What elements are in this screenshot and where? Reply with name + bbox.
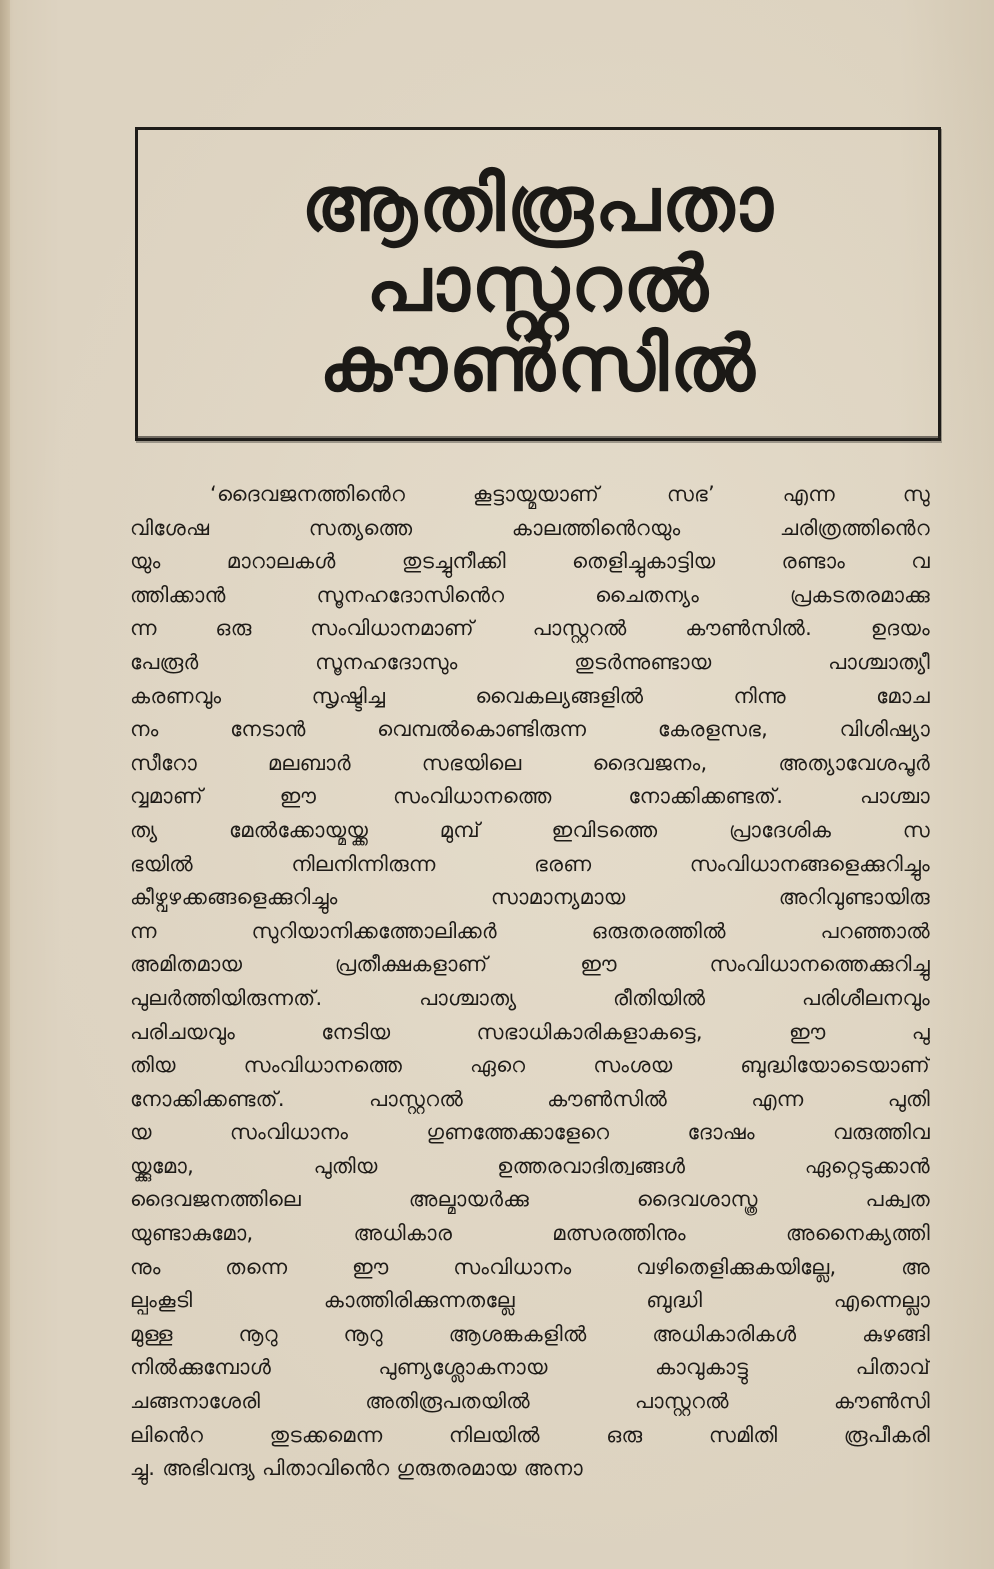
body-line: മുള്ള നൂറു നൂറു ആശങ്കകളിൽ അധികാരികൾ കുഴങ്ങി xyxy=(130,1321,930,1346)
title-line: പാസ്റ്ററൽ xyxy=(366,239,710,328)
body-line: ത്തിക്കാൻ സൂനഹദോസിൻെറ ചൈതന്യം പ്രകടതരമാക്കു xyxy=(130,582,930,607)
body-line: യും മാറാലകൾ തുടച്ചുനീക്കി തെളിച്ചുകാട്ടിയ രണ്ടാം വ xyxy=(130,549,930,574)
title-box-underline xyxy=(135,436,941,438)
body-line: പുലർത്തിയിരുന്നത്. പാശ്ചാത്യ രീതിയിൽ പരിശീലനവും xyxy=(130,985,930,1010)
article-body xyxy=(130,478,930,1486)
body-line: സീറോ മലബാർ സഭയിലെ ദൈവജനം, അത്യാവേശപൂർ xyxy=(130,750,930,775)
body-line: നും തന്നെ ഈ സംവിധാനം വഴിതെളിക്കുകയില്ലേ, അ xyxy=(130,1254,930,1279)
body-line: വ്വമാണ് ഈ സംവിധാനത്തെ നോക്കിക്കണ്ടത്. പാശ്ചാ xyxy=(130,784,930,809)
body-line: യുണ്ടാകുമോ, അധികാര മത്സരത്തിനും അനൈക്യത്തി xyxy=(130,1221,930,1246)
title-line: കൗൺസിൽ xyxy=(319,319,757,408)
body-line: നോക്കിക്കണ്ടത്. പാസ്റ്ററൽ കൗൺസിൽ എന്ന പുതി xyxy=(130,1086,930,1111)
body-line: നിൽക്കുമ്പോൾ പുണ്യശ്ലോകനായ കാവുകാട്ടു പിതാവ് xyxy=(130,1355,930,1380)
body-line: കീഴ്വഴക്കങ്ങളെക്കുറിച്ചും സാമാന്യമായ അറിവുണ്ടായിരു xyxy=(130,885,930,910)
body-line: അമിതമായ പ്രതീക്ഷകളാണ് ഈ സംവിധാനത്തെക്കുറിച്ചു xyxy=(130,952,930,977)
body-line: ച്ചു. അഭിവന്ദ്യ പിതാവിൻെറ ഗുരുതരമായ അനാ xyxy=(130,1456,583,1481)
body-line: ല്പംകൂടി കാത്തിരിക്കുന്നതല്ലേ ബുദ്ധി എന്നെല്ലാ xyxy=(130,1288,930,1313)
body-line: വിശേഷ സത്യത്തെ കാലത്തിൻെറയും ചരിത്രത്തിൻെറ xyxy=(130,515,930,540)
body-line: ദൈവജനത്തിലെ അല്മായർക്കു ദൈവശാസ്ത്ര പക്വത xyxy=(130,1187,930,1212)
body-line: യ്ക്കുമോ, പുതിയ ഉത്തരവാദിത്വങ്ങൾ ഏറ്റെടുക്കാൻ xyxy=(130,1153,930,1178)
body-line: പരിചയവും നേടിയ സഭാധികാരികളാകട്ടെ, ഈ പു xyxy=(130,1019,930,1044)
title-line: ആതിരൂപതാ xyxy=(301,159,775,248)
title-box xyxy=(135,127,941,441)
body-line: ‘ദൈവജനത്തിൻെറ കൂട്ടായ്മയാണ് സഭ’ എന്ന സു xyxy=(210,482,930,506)
page-binding-edge xyxy=(0,0,10,1569)
body-line: നം നേടാൻ വെമ്പൽകൊണ്ടിരുന്ന കേരളസഭ, വിശിഷ്യാ xyxy=(130,717,930,742)
body-line: തിയ സംവിധാനത്തെ ഏറെ സംശയ ബുദ്ധിയോടെയാണ് xyxy=(130,1053,930,1078)
body-line: ന്ന സുറിയാനിക്കത്തോലിക്കർ ഒരുതരത്തിൽ പറഞ്ഞാൽ xyxy=(130,918,930,943)
body-line: ത്യ മേൽക്കോയ്മയ്ക്ക മുമ്പ് ഇവിടത്തെ പ്രാദേശിക സ xyxy=(130,817,930,842)
body-line: യ സംവിധാനം ഗുണത്തേക്കാളേറെ ദോഷം വരുത്തിവ xyxy=(130,1120,930,1145)
body-line: ഭയിൽ നിലനിന്നിരുന്ന ഭരണ സംവിധാനങ്ങളെക്കുറിച്ചും xyxy=(130,851,930,876)
body-line: ചങ്ങനാശേരി അതിരൂപതയിൽ പാസ്റ്ററൽ കൗൺസി xyxy=(130,1389,930,1414)
body-line: കരണവും സൃഷ്ടിച്ച വൈകല്യങ്ങളിൽ നിന്നു മോച xyxy=(130,683,930,708)
page-title xyxy=(138,159,938,408)
body-line: ലിൻെറ തുടക്കമെന്ന നിലയിൽ ഒരു സമിതി രൂപീകരി xyxy=(130,1422,930,1447)
body-line: ന്ന ഒരു സംവിധാനമാണ് പാസ്റ്ററൽ കൗൺസിൽ. ഉദയം xyxy=(130,616,930,641)
body-line: പേരൂർ സൂനഹദോസും തുടർന്നുണ്ടായ പാശ്ചാത്യീ xyxy=(130,649,930,674)
